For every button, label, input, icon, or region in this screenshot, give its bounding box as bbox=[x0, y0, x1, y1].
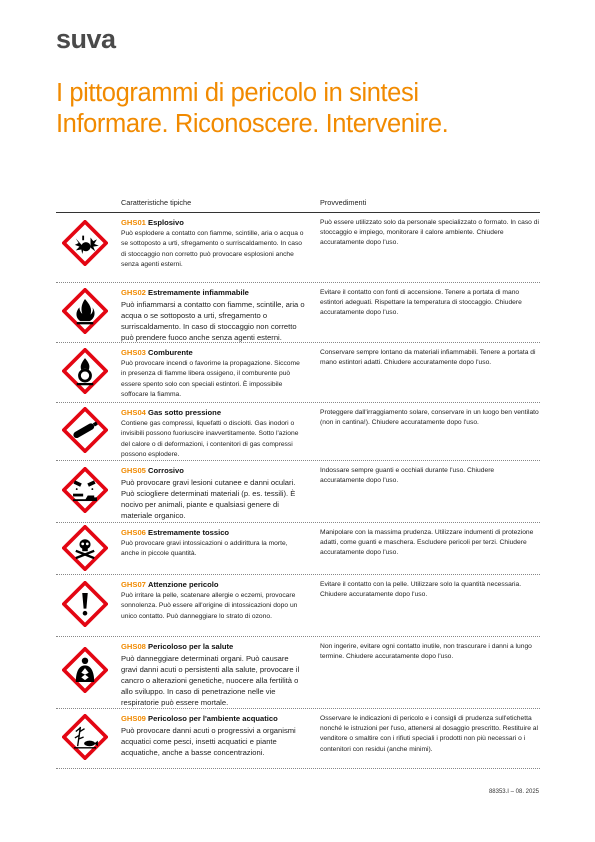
table-row bbox=[56, 522, 540, 575]
corrosion-icon bbox=[62, 467, 108, 513]
row-description: GHS03 Comburente Può provocare incendi o favorirne la propagazione. Siccome in presenza di fiamme libera ossigeno, il comburente può essere spento solo con speciali estintori. È impossibile soffocare la fiamma. bbox=[121, 348, 300, 398]
row-description: GHS01 Esplosivo Può esplodere a contatto con fiamme, scintille, aria o acqua o se sottoposto a urti, sfregamento o surriscaldamento. In caso di stoccaggio non corretto può provocare esplosioni anche senza agenti esterni. bbox=[121, 218, 304, 268]
row-description: GHS05 Corrosivo Può provocare gravi lesioni cutanee e danni oculari. Può sciogliere determinati materiali (p. es. tessili). È nocivo per animali, piante e qualsiasi genere di materiale organico. bbox=[121, 466, 296, 520]
exploding-bomb-icon bbox=[62, 220, 108, 266]
row-measures: Osservare le indicazioni di pericolo e i consigli di prudenza sull'etichetta nonché le istruzioni per l'uso, attenersi al dosaggio prescritto. Restituire al venditore o smaltire con i rifiuti speciali i prodotti non più necessari o i contenitori con residui (anche minimi). bbox=[320, 715, 538, 753]
exclamation-mark-icon bbox=[62, 581, 108, 627]
row-measures: Conservare sempre lontano da materiali infiammabili. Tenere a portata di mano estintori adatti. Chiudere accuratamente dopo l'uso. bbox=[320, 349, 536, 367]
row-measures: Evitare il contatto con la pelle. Utilizzare solo la quantità necessaria. Chiudere accuratamente dopo l'uso. bbox=[320, 581, 522, 599]
row-measures: Indossare sempre guanti e occhiali durante l'uso. Chiudere accuratamente dopo l'uso. bbox=[320, 467, 495, 485]
environment-icon bbox=[62, 714, 108, 760]
table-row bbox=[56, 460, 540, 523]
document-footer: 88353.I – 08. 2025 bbox=[488, 789, 539, 795]
row-description: GHS08 Pericoloso per la salute Può danneggiare determinati organi. Può causare gravi danni acuti o persistenti alla salute, provocare il cancro o alterazioni genetiche, nuocere alla fertilità o allo sviluppo. In caso di penetrazione nelle vie respiratorie può essere mortale. bbox=[121, 642, 300, 707]
row-measures: Può essere utilizzato solo da personale specializzato o formato. In caso di stoccaggio e impiego, monitorare il calore ambiente. Chiudere accuratamente dopo l'uso. bbox=[320, 219, 539, 247]
table-row bbox=[56, 708, 540, 769]
row-measures: Manipolare con la massima prudenza. Utilizzare indumenti di protezione adatti, come guanti e maschera. Escludere pericoli per terzi. Chiudere accuratamente dopo l'uso. bbox=[320, 529, 534, 557]
health-hazard-icon bbox=[62, 647, 108, 693]
table-row bbox=[56, 574, 540, 637]
column-header-characteristics: Caratteristiche tipiche bbox=[121, 198, 192, 207]
row-description: GHS02 Estremamente infiammabile Può infiammarsi a contatto con fiamme, scintille, aria o acqua o se sottoposto a urti, sfregamento o surriscaldamento. In caso di stoccaggio non corretto può prendere fuoco anche senza agenti esterni. bbox=[121, 288, 305, 342]
column-header-measures: Provvedimenti bbox=[320, 198, 367, 207]
table-row bbox=[56, 342, 540, 403]
table-row bbox=[56, 212, 540, 283]
flame-over-circle-icon bbox=[62, 348, 108, 394]
table-row bbox=[56, 282, 540, 343]
row-description: GHS04 Gas sotto pressione Contiene gas compressi, liquefatti o disciolti. Gas inodori o invisibili possono fuoriuscire inavvertitamente. Sotto l'azione del calore o di deformazioni, i contenitori di gas compressi possono esplodere. bbox=[121, 408, 299, 458]
flame-icon bbox=[62, 288, 108, 334]
table-row bbox=[56, 402, 540, 461]
gas-cylinder-icon bbox=[62, 407, 108, 453]
row-measures: Evitare il contatto con fonti di accensione. Tenere a portata di mano estintori adeguati. Rispettare la temperatura di stoccaggio. Chiudere accuratamente dopo l'uso. bbox=[320, 289, 522, 317]
suva-logo: suva bbox=[56, 24, 116, 54]
skull-crossbones-icon bbox=[62, 525, 108, 571]
row-description: GHS07 Attenzione pericolo Può irritare la pelle, scatenare allergie o eczemi, provocare sonnolenza. Può essere all'origine di intossicazioni dopo un unico contatto. Può danneggiare lo strato di ozono. bbox=[121, 580, 298, 620]
row-measures: Proteggere dall'irraggiamento solare, conservare in un luogo ben ventilato (non in cantina!). Chiudere accuratamente dopo l'uso. bbox=[320, 409, 539, 427]
row-measures: Non ingerire, evitare ogni contatto inutile, non trascurare i danni a lungo termine. Chiudere accuratamente dopo l'uso. bbox=[320, 643, 532, 661]
title-line-1: I pittogrammi di pericolo in sintesi bbox=[56, 79, 419, 107]
page-title bbox=[56, 78, 448, 140]
row-description: GHS06 Estremamente tossico Può provocare gravi intossicazioni o addirittura la morte, anche in piccole quantità. bbox=[121, 528, 288, 558]
title-line-2: Informare. Riconoscere. Intervenire. bbox=[56, 110, 449, 138]
row-description: GHS09 Pericoloso per l'ambiente acquatico Può provocare danni acuti o progressivi a organismi acquatici come pesci, insetti acquatici e piante acquatiche, anche a basse concentrazioni. bbox=[121, 714, 296, 757]
table-row bbox=[56, 636, 540, 709]
